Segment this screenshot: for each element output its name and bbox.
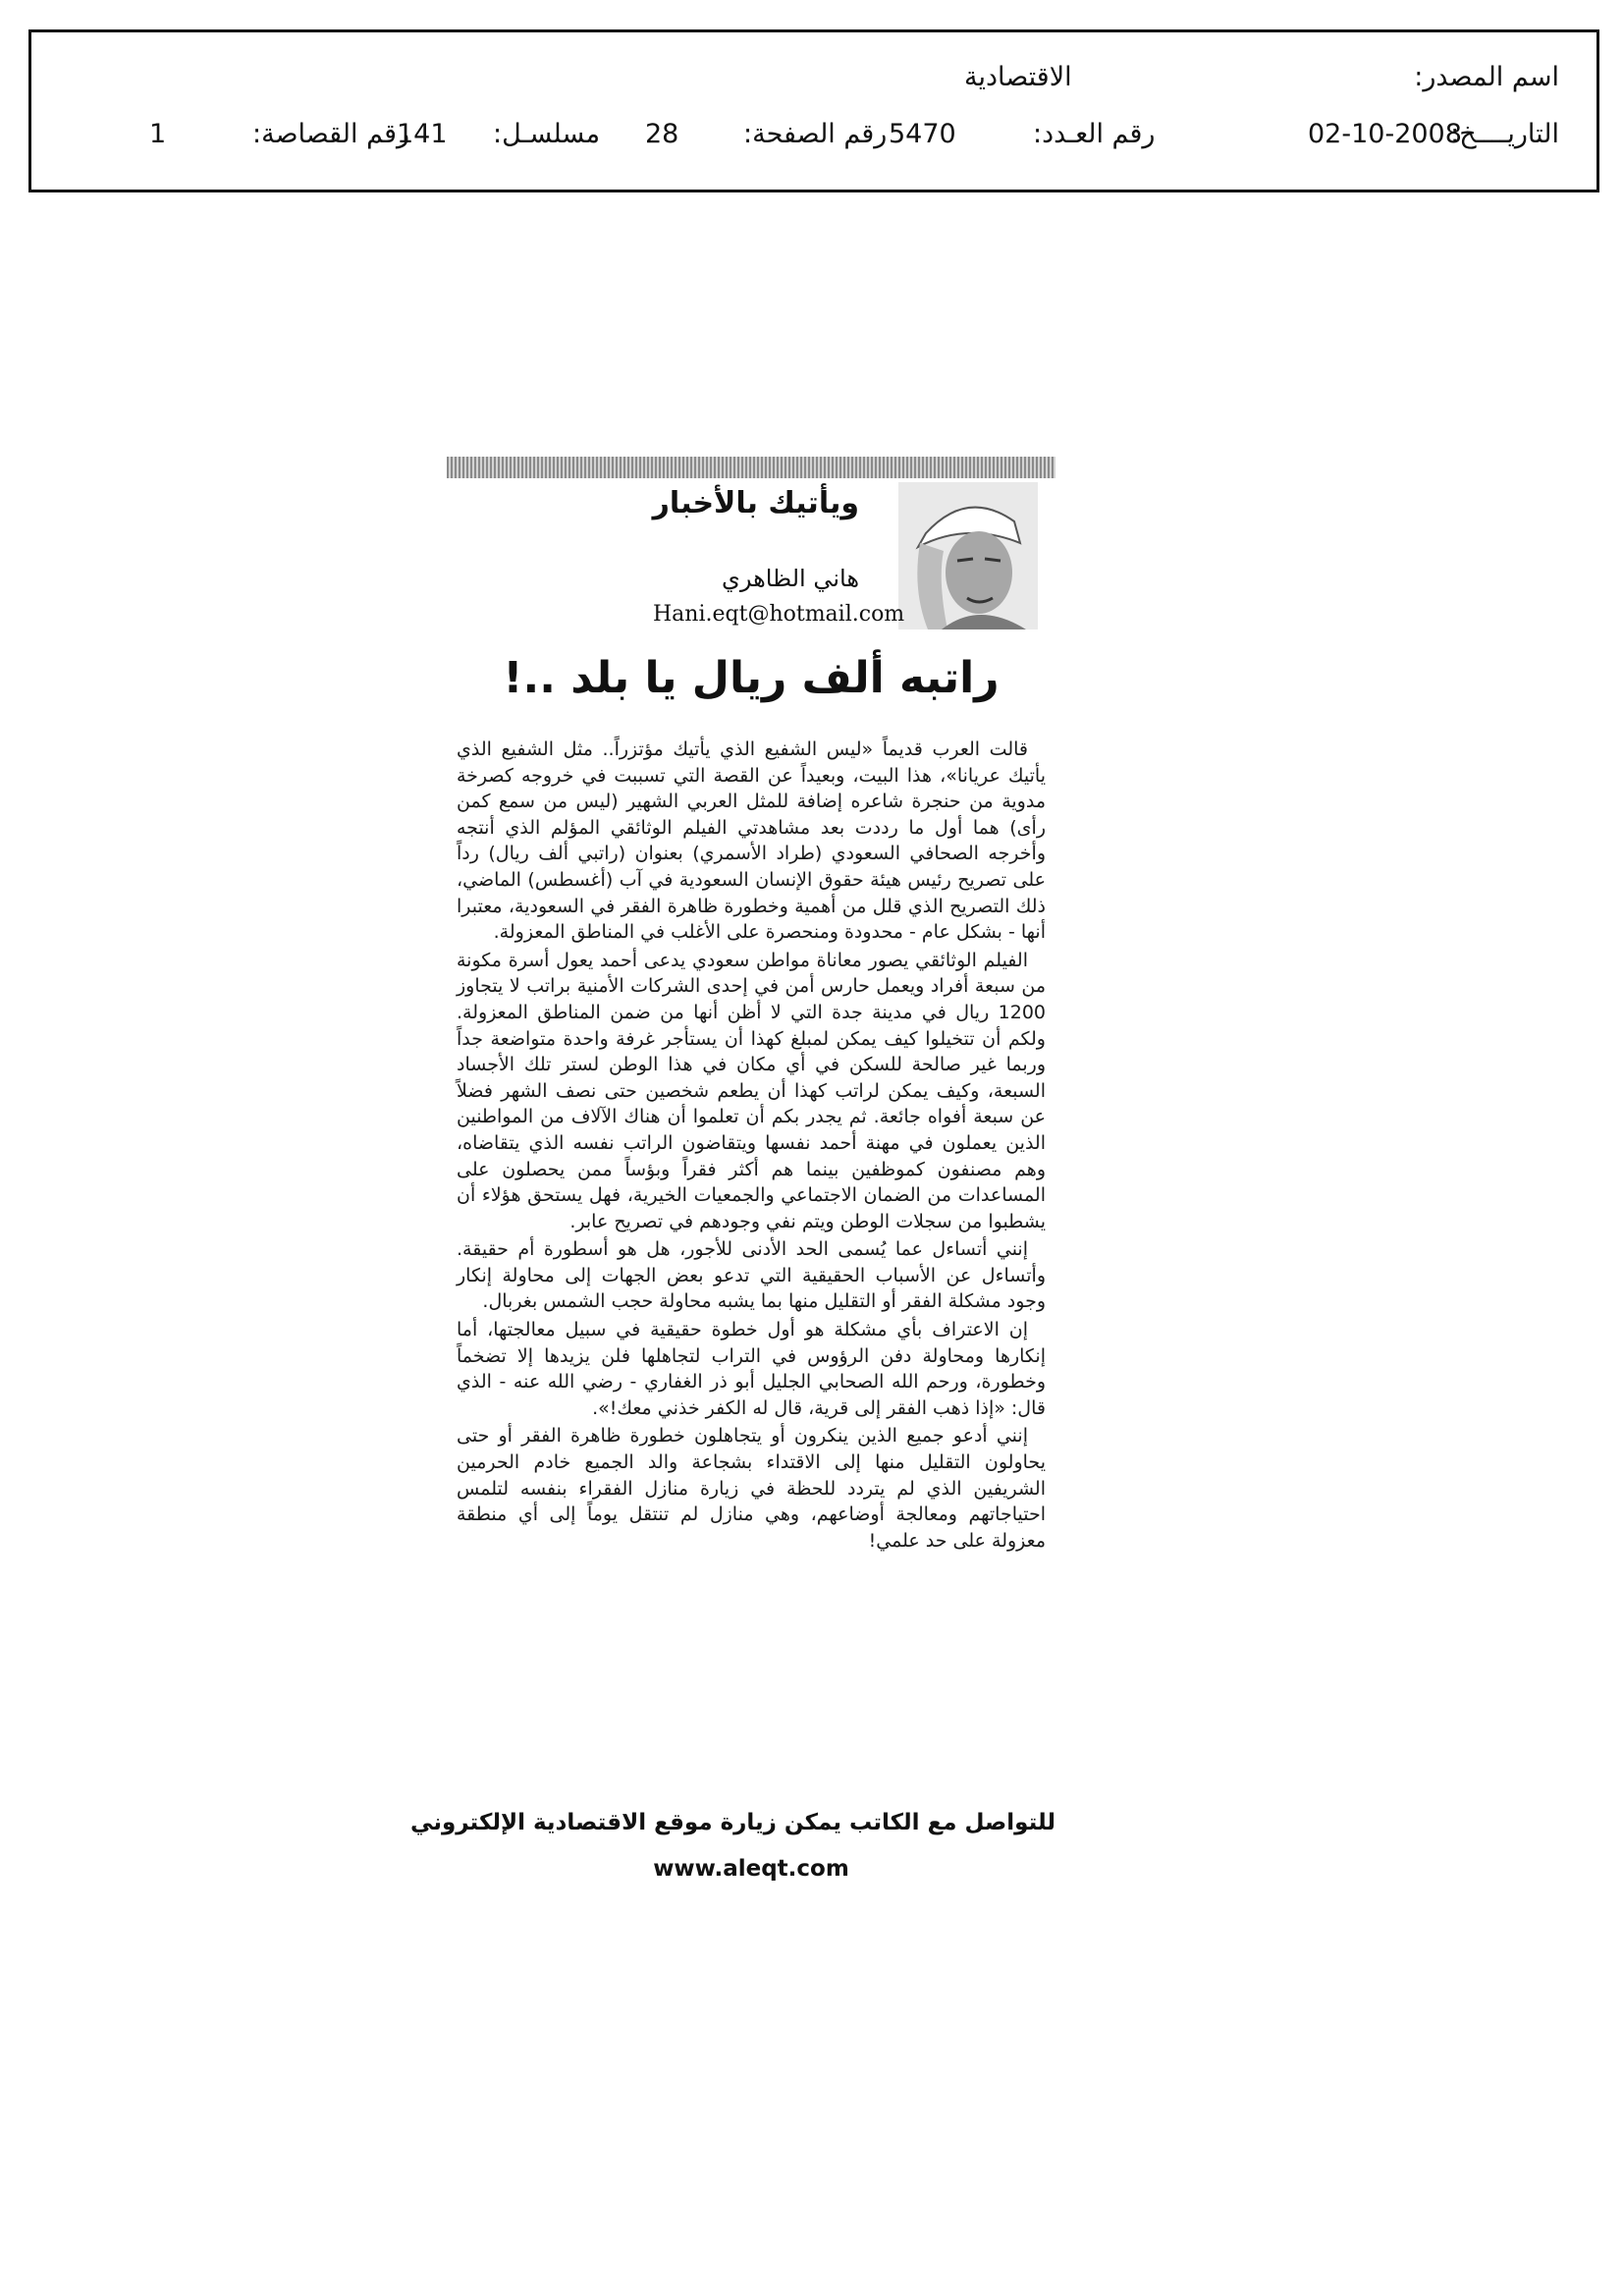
issue-label: رقم العـدد:	[1033, 119, 1156, 149]
date-value: 02-10-2008	[1308, 119, 1462, 149]
article-paragraph: إنني أتساءل عما يُسمى الحد الأدنى للأجور، هل هو أسطورة أم حقيقة. وأتساءل عن الأسباب الحقيقية التي تدعو بعض الجهات إلى محاولة إنكار وجود مشكلة الفقر أو التقليل منها بما يشبه محاولة حجب الشمس بغربال.	[457, 1238, 1046, 1313]
author-email: Hani.eqt@hotmail.com	[653, 602, 905, 627]
source-value: الاقتصادية	[964, 62, 1072, 92]
date-label: التاريــــخ:	[1450, 119, 1559, 149]
serial-value: 141	[397, 119, 448, 149]
page-label: رقم الصفحة:	[743, 119, 888, 149]
issue-value: 5470	[889, 119, 956, 149]
article-body	[457, 737, 1046, 1556]
source-label: اسم المصدر:	[1414, 62, 1559, 92]
article-paragraph: إن الاعتراف بأي مشكلة هو أول خطوة حقيقية في سبيل معالجتها، أما إنكارها ومحاولة دفن الرؤوس في التراب لتجاهلها فلن يزيدها إلا تضخماً وخطورة، ورحم الله الصحابي الجليل أبو ذر الغفاري - رضي الله عنه - الذي قال: «إذا ذهب الفقر إلى قرية، قال له الكفر خذني معك!».	[457, 1319, 1046, 1419]
page-value: 28	[645, 119, 679, 149]
column-title: ويأتيك بالأخبار	[652, 486, 859, 520]
article-footer-url: www.aleqt.com	[653, 1856, 849, 1882]
clipping-value: 1	[149, 119, 167, 149]
serial-label: مسلسـل:	[493, 119, 601, 149]
author-name: هاني الظاهري	[722, 565, 859, 592]
article-paragraph: قالت العرب قديماً «ليس الشفيع الذي يأتيك مؤتزراً.. مثل الشفيع الذي يأتيك عريانا»، هذا البيت، وبعيداً عن القصة التي تسببت في خروجه كصرخة مدوية من حنجرة شاعره إضافة للمثل العربي الشهير (ليس من سمع كمن رأى) هما أول ما رددت بعد مشاهدتي الفيلم الوثائقي المؤلم الذي أنتجه وأخرجه الصحافي السعودي (طراد الأسمري) بعنوان (راتبي ألف ريال) رداً على تصريح رئيس هيئة حقوق الإنسان السعودية في آب (أغسطس) الماضي، ذلك التصريح الذي قلل من أهمية وخطورة ظاهرة الفقر في السعودية، معتبرا أنها - بشكل عام - محدودة ومنحصرة على الأغلب في المناطق المعزولة.	[457, 738, 1046, 944]
author-photo	[898, 482, 1038, 629]
article-paragraph: الفيلم الوثائقي يصور معاناة مواطن سعودي يدعى أحمد يعول أسرة مكونة من سبعة أفراد ويعمل حارس أمن في إحدى الشركات الأمنية براتب لا يتجاوز 1200 ريال في مدينة جدة التي لا أظن أنها من ضمن المناطق المعزولة. ولكم أن تتخيلوا كيف يمكن لمبلغ كهذا أن يستأجر غرفة واحدة متواضعة جداً وربما غير صالحة للسكن في أي مكان في هذا الوطن لستر تلك الأجساد السبعة، وكيف يمكن لراتب كهذا أن يطعم شخصين حتى نصف الشهر فضلاً عن سبعة أفواه جائعة. ثم يجدر بكم أن تعلموا أن هناك الآلاف من المواطنين الذين يعملون في مهنة أحمد نفسها ويتقاضون الراتب نفسه الذي يتقاضاه، وهم مصنفون كموظفين بينما هم أكثر فقراً وبؤساً ممن يحصلون على المساعدات من الضمان الاجتماعي والجمعيات الخيرية، فهل يستحق هؤلاء أن يشطبوا من سجلات الوطن ويتم نفي وجودهم في تصريح عابر.	[457, 949, 1046, 1232]
article-headline: راتبه ألف ريال يا بلد ..!	[503, 653, 1000, 703]
newspaper-clipping	[410, 457, 1055, 1900]
article-paragraph: إنني أدعو جميع الذين ينكرون أو يتجاهلون خطورة ظاهرة الفقر أو حتى يحاولون التقليل منها إلى الاقتداء بشجاعة والد الجميع خادم الحرمين الشريفين الذي لم يتردد للحظة في زيارة منازل الفقراء بنفسه لتلمس احتياجاتهم ومعالجة أوضاعهم، وهي منازل لم تنتقل يوماً إلى أي منطقة معزولة على حد علمي!	[457, 1425, 1046, 1552]
clipping-metadata-box	[28, 29, 1599, 192]
article-footer-text: للتواصل مع الكاتب يمكن زيارة موقع الاقتصادية الإلكتروني	[410, 1810, 1055, 1835]
banner-strip	[447, 457, 1055, 478]
clipping-label: رقم القصاصة:	[252, 119, 410, 149]
